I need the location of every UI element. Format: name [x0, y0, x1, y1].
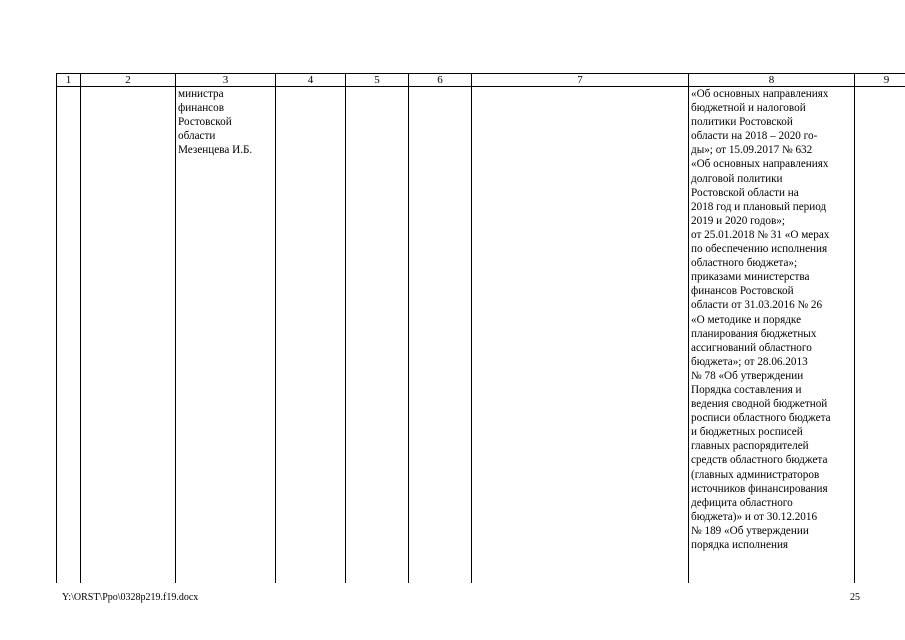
cell-text-line: средств областного бюджета	[691, 454, 828, 467]
cell-text-line: Ростовской	[178, 116, 232, 129]
cell-text-line: бюджета)» и от 30.12.2016	[691, 510, 818, 523]
cell-text-line: области на 2018 – 2020 го-	[691, 130, 818, 143]
table-cell	[346, 87, 409, 584]
data-table	[56, 73, 905, 583]
column-header: 2	[81, 74, 176, 87]
responsible-person-cell	[176, 87, 276, 584]
cell-text-line: «Об основных направлениях	[691, 158, 829, 171]
cell-text-line: источников финансирования	[691, 482, 828, 495]
cell-text-line: Ростовской области на	[691, 186, 799, 199]
table-cell	[81, 87, 176, 584]
cell-text-line: «Об основных направлениях	[691, 88, 829, 100]
cell-text-line: финансов	[178, 102, 225, 115]
cell-text-line: «О методике и порядке	[691, 313, 802, 326]
cell-text-line: Мезенцева И.Б.	[178, 144, 253, 157]
table-cell	[855, 87, 905, 584]
column-header: 8	[689, 74, 855, 87]
column-number-row	[57, 74, 905, 87]
cell-text-line: № 189 «Об утверждении	[691, 524, 809, 537]
footer-file-path: Y:\ORST\Ppo\0328p219.f19.docx	[62, 592, 199, 603]
table-cell	[57, 87, 81, 584]
cell-text-line: 2018 год и плановый период	[691, 200, 827, 213]
regulatory-acts-cell	[689, 87, 855, 584]
table-row	[57, 87, 905, 584]
cell-text-line: по обеспечению исполнения	[691, 243, 828, 256]
cell-text-line: росписи областного бюджета	[691, 412, 831, 425]
column-header: 3	[176, 74, 276, 87]
page-number: 25	[850, 592, 860, 603]
column-header: 9	[855, 74, 905, 87]
column-header: 5	[346, 74, 409, 87]
cell-text-line: бюджетной и налоговой	[691, 102, 806, 115]
cell-text-line: приказами министерства	[691, 271, 810, 284]
cell-text-line: Порядка составления и	[691, 383, 802, 396]
cell-text-line: порядка исполнения	[691, 539, 789, 551]
cell-text-line: областного бюджета»;	[691, 257, 798, 270]
table-cell	[276, 87, 346, 584]
table-cell	[409, 87, 472, 584]
cell-text-line: области от 31.03.2016 № 26	[691, 299, 823, 312]
table-cell	[472, 87, 689, 584]
cell-text-line: министра	[178, 88, 224, 100]
column-header: 6	[409, 74, 472, 87]
cell-text-line: и бюджетных росписей	[691, 426, 803, 439]
cell-text-line: от 25.01.2018 № 31 «О мерах	[691, 228, 830, 241]
column-header: 7	[472, 74, 689, 87]
cell-text-line: долговой политики	[691, 172, 783, 185]
cell-text-line: финансов Ростовской	[691, 285, 794, 298]
cell-text-line: политики Ростовской	[691, 116, 793, 129]
column-header: 1	[57, 74, 81, 87]
cell-text-line: бюджета»; от 28.06.2013	[691, 355, 808, 368]
cell-text-line: ды»; от 15.09.2017 № 632	[691, 144, 813, 157]
column-header: 4	[276, 74, 346, 87]
cell-text-line: области	[178, 130, 216, 143]
cell-text-line: 2019 и 2020 годов»;	[691, 214, 785, 227]
cell-text-line: дефицита областного	[691, 496, 793, 509]
cell-text-line: ассигнований областного	[691, 341, 812, 354]
cell-text-line: главных распорядителей	[691, 440, 809, 453]
cell-text-line: (главных администраторов	[691, 468, 820, 481]
cell-text-line: № 78 «Об утверждении	[691, 369, 804, 382]
cell-text-line: планирования бюджетных	[691, 327, 817, 340]
cell-text-line: ведения сводной бюджетной	[691, 398, 828, 411]
